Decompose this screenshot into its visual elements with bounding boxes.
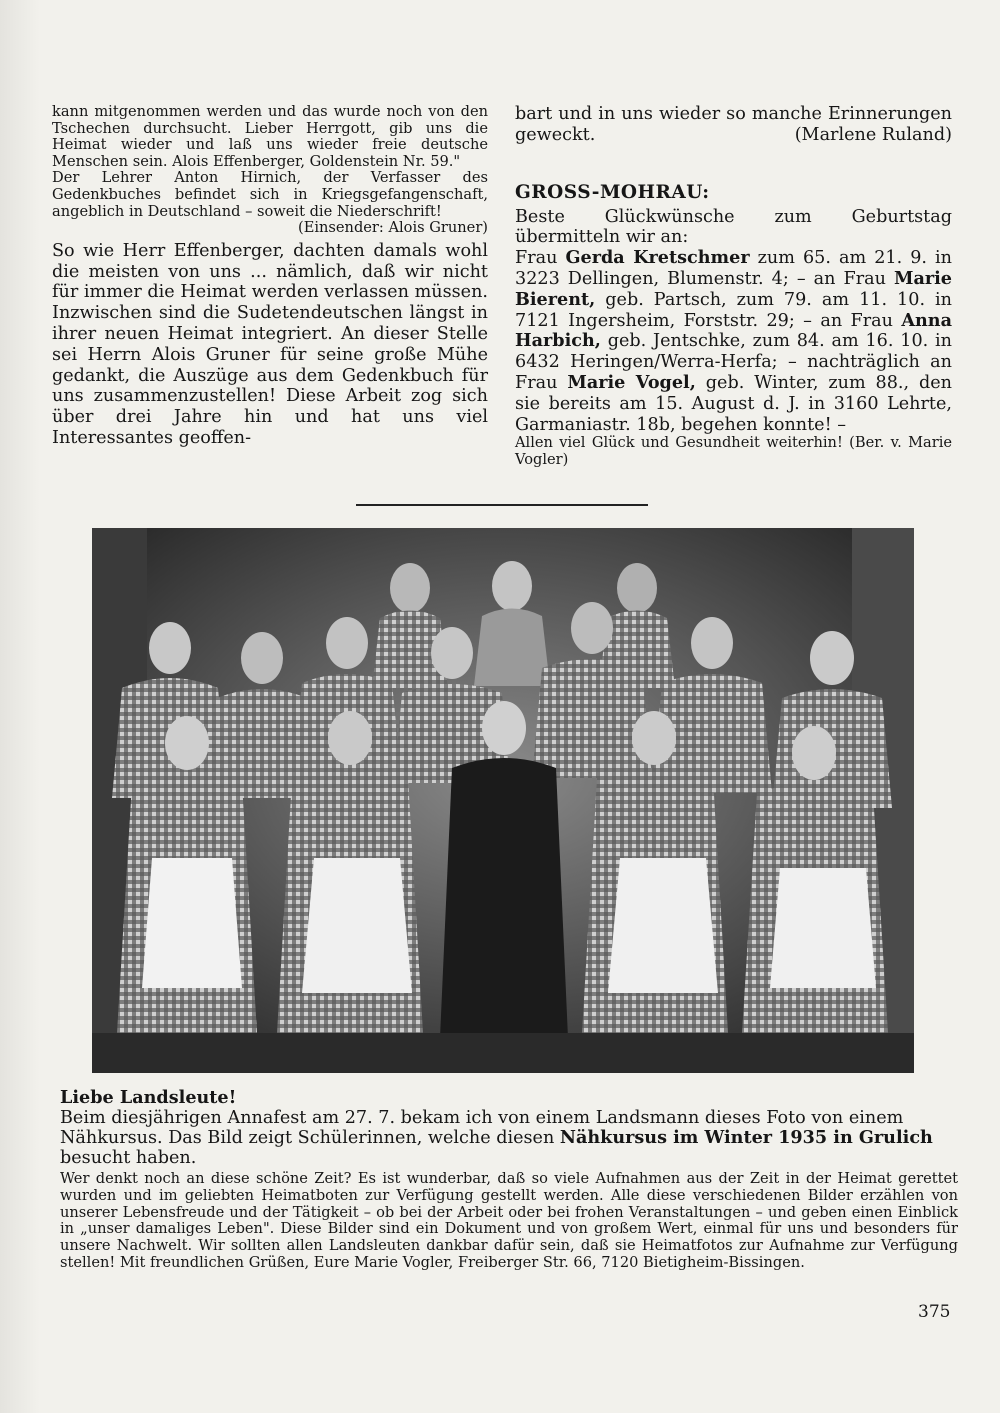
- left-paragraph-1: kann mitgenommen werden und das wurde noch von den Tschechen durchsucht. Lieber Herrgott, gib uns die Heimat wieder und laß uns wieder freie deutsche Menschen sein. Alois Effenberger, Goldenstein Nr. 59.": [52, 103, 488, 170]
- caption-title: Liebe Landsleute!: [60, 1087, 237, 1108]
- sender-credit: (Einsender: Alois Gruner): [298, 219, 488, 237]
- caption-lead-after: besucht haben.: [60, 1148, 197, 1168]
- scan-edge: [0, 0, 40, 1413]
- page-number: 375: [918, 1302, 951, 1322]
- entry-post: geb. Winter, zum 88., den sie bereits am 15. August d. J. in 3160 Lehrte, Garmaniastr. 18b, begehen konnte! –: [515, 372, 953, 435]
- left-column: [52, 104, 488, 466]
- greeting-intro: Beste Glückwünsche zum Geburtstag übermitteln wir an:: [515, 206, 952, 248]
- continuation-text: [515, 104, 952, 146]
- left-paragraph-2: Der Lehrer Anton Hirnich, der Verfasser des Gedenkbuches befindet sich in Kriegsgefangenschaft, angeblich in Deutschland – soweit die Niederschrift!: [52, 169, 488, 220]
- right-column: [515, 104, 952, 469]
- left-main-paragraph: So wie Herr Effenberger, dachten damals wohl die meisten von uns ... nämlich, daß wir nicht für immer die Heimat werden verlassen müssen. Inzwischen sind die Sudetendeutschen längst in ihrer neuen Heimat integriert. An dieser Stelle sei Herrn Alois Gruner für seine große Mühe gedankt, die Auszüge aus dem Gedenkbuch für uns zusammenzustellen! Diese Arbeit zog sich über drei Jahre hin und hat uns viel Interessantes geoffen-: [52, 240, 488, 448]
- caption-lead: [60, 1108, 958, 1168]
- caption-body: Wer denkt noch an diese schöne Zeit? Es ist wunderbar, daß so viele Aufnahmen aus der Zeit in der Heimat gerettet wurden und im geliebten Heimatboten zur Verfügung gestellt werden. Alle diese verschiedenen Bilder erzählen von unserer Lebensfreude und der Tätigkeit – ob bei der Arbeit oder bei frohen Veranstaltungen – und geben einen Einblick in „unser damaliges Leben". Diese Bilder sind ein Dokument und von großem Wert, einmal für uns und besonders für unsere Nachwelt. Wir sollten allen Landsleuten dankbar dafür sein, daß sie Heimatfotos zur Aufnahme zur Verfügung stellen! Mit freundlichen Grüßen, Eure Marie Vogler, Freiberger Str. 66, 7120 Bietigheim-Bissingen.: [60, 1170, 958, 1271]
- entry-pre: Frau: [515, 248, 566, 269]
- section-divider: [356, 504, 648, 506]
- group-photo: [92, 528, 914, 1073]
- entry-name: Marie Bierent,: [515, 267, 952, 310]
- birthday-list: [515, 248, 952, 435]
- entry-name: Marie Vogel,: [567, 371, 696, 393]
- entry-post: geb. Partsch, zum 79. am 11. 10. in 7121 Ingersheim, Forststr. 29; – an Frau: [515, 289, 952, 331]
- section-heading: GROSS-MOHRAU:: [515, 181, 710, 203]
- caption-lead-bold: Nähkursus im Winter 1935 in Grulich: [559, 1127, 933, 1148]
- closing-line: Allen viel Glück und Gesundheit weiterhin! (Ber. v. Marie Vogler): [515, 434, 952, 468]
- entry-name: Gerda Kretschmer: [565, 247, 750, 269]
- photo-caption: [60, 1088, 958, 1272]
- entry-post: geb. Jentschke, zum 84. am 16. 10. in 6432 Heringen/Werra-Herfa; – nachträglich an Frau: [515, 331, 952, 393]
- caption-lead-before: Beim diesjährigen Annafest am 27. 7. bekam ich von einem Landsmann dieses Foto von einem Nähkursus. Das Bild zeigt Schülerinnen, welche diesen: [60, 1108, 904, 1148]
- entry-name: Anna Harbich,: [515, 309, 952, 352]
- continuation-body: bart und in uns wieder so manche Erinnerungen geweckt.: [515, 104, 952, 145]
- author-credit: (Marlene Ruland): [794, 124, 952, 145]
- group-photo-icon: [92, 528, 914, 1073]
- entry-post: zum 65. am 21. 9. in 3223 Dellingen, Blumenstr. 4; – an Frau: [515, 248, 953, 289]
